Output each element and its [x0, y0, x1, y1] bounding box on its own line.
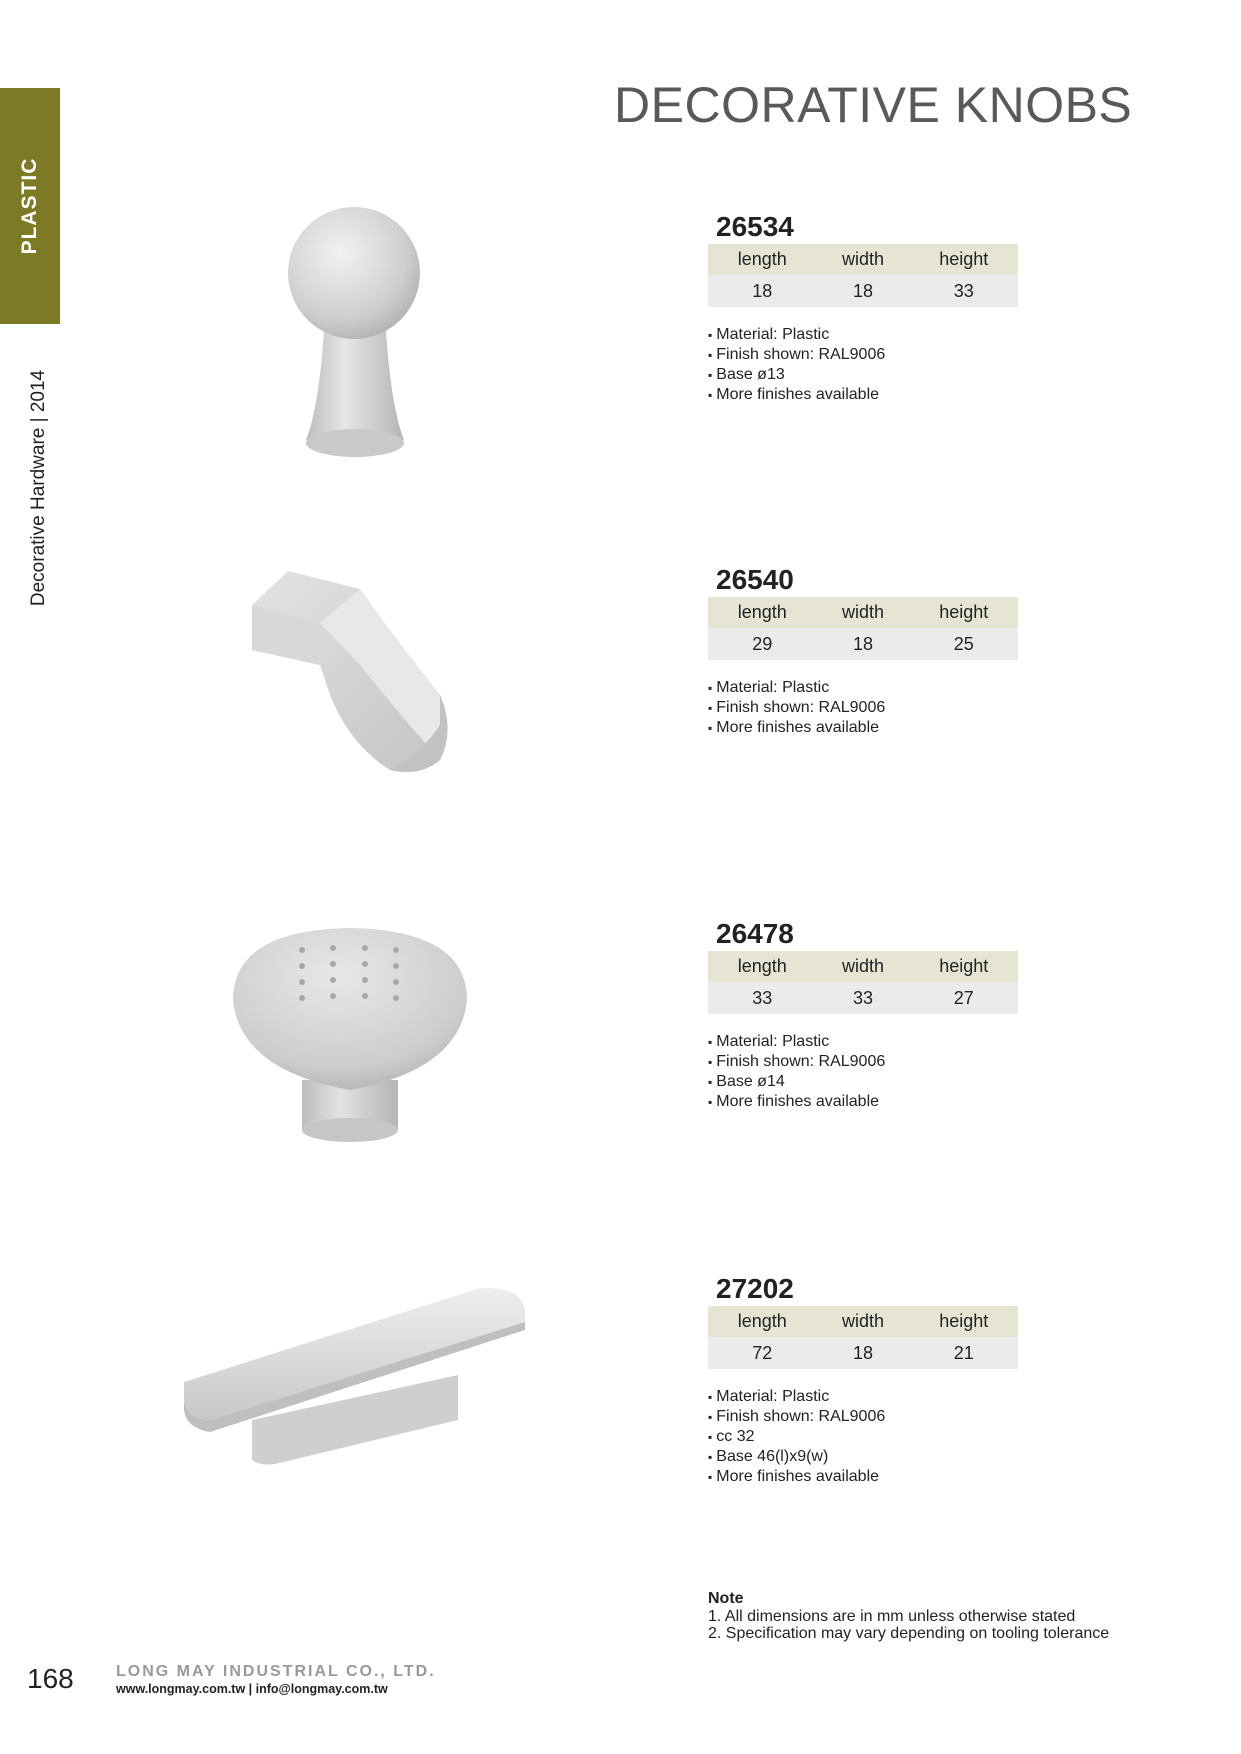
note-line: 1. All dimensions are in mm unless otherwise stated — [708, 1607, 1076, 1625]
header-length: length — [708, 951, 817, 982]
header-width: width — [817, 244, 910, 275]
header-length: length — [708, 1306, 817, 1337]
spec-item: ▪ Base ø14 — [708, 1072, 1028, 1092]
product-code: 26540 — [716, 564, 794, 595]
value-length: 29 — [708, 628, 817, 660]
product-code: 26478 — [716, 918, 794, 949]
product-code: 27202 — [716, 1273, 794, 1304]
product-27202 — [708, 1272, 1028, 1487]
spec-item: ▪ Material: Plastic — [708, 678, 1028, 698]
value-length: 33 — [708, 982, 817, 1014]
header-height: height — [909, 1306, 1018, 1337]
product-26534 — [708, 210, 1028, 405]
value-width: 18 — [817, 628, 910, 660]
value-length: 18 — [708, 275, 817, 307]
header-width: width — [817, 1306, 910, 1337]
spec-item: ▪ Material: Plastic — [708, 1387, 1028, 1407]
note-title: Note — [708, 1590, 744, 1607]
header-length: length — [708, 244, 817, 275]
spec-list — [708, 325, 1028, 405]
product-26478 — [708, 917, 1028, 1112]
dimension-table — [708, 1306, 1018, 1369]
value-width: 18 — [817, 275, 910, 307]
header-width: width — [817, 951, 910, 982]
header-length: length — [708, 597, 817, 628]
spec-item: ▪ Base ø13 — [708, 365, 1028, 385]
header-height: height — [909, 951, 1018, 982]
spec-list — [708, 1387, 1028, 1487]
value-height: 27 — [909, 982, 1018, 1014]
note-line: 2. Specification may vary depending on tooling tolerance — [708, 1625, 1110, 1642]
dimension-table — [708, 951, 1018, 1014]
category-label: PLASTIC — [18, 157, 41, 255]
spec-item: ▪ Finish shown: RAL9006 — [708, 1052, 1028, 1072]
spec-list — [708, 678, 1028, 738]
spec-item: ▪ More finishes available — [708, 385, 1028, 405]
spec-item: ▪ More finishes available — [708, 1092, 1028, 1112]
dimension-table — [708, 244, 1018, 307]
knob-26478-image — [230, 920, 470, 1150]
knob-26534-image — [270, 205, 440, 465]
contact-info: www.longmay.com.tw | info@longmay.com.tw — [116, 1682, 388, 1696]
value-length: 72 — [708, 1337, 817, 1369]
value-height: 21 — [909, 1337, 1018, 1369]
header-height: height — [909, 244, 1018, 275]
spec-item: ▪ More finishes available — [708, 1467, 1028, 1487]
value-width: 18 — [817, 1337, 910, 1369]
page-title: DECORATIVE KNOBS — [614, 77, 1133, 133]
spec-list — [708, 1032, 1028, 1112]
product-26540 — [708, 563, 1028, 738]
value-width: 33 — [817, 982, 910, 1014]
note-section — [708, 1590, 1109, 1643]
knob-26540-image — [250, 565, 460, 780]
company-name: LONG MAY INDUSTRIAL CO., LTD. — [116, 1663, 436, 1680]
dimension-table — [708, 597, 1018, 660]
value-height: 25 — [909, 628, 1018, 660]
spec-item: ▪ Finish shown: RAL9006 — [708, 698, 1028, 718]
spec-item: ▪ Base 46(l)x9(w) — [708, 1447, 1028, 1467]
header-width: width — [817, 597, 910, 628]
spec-item: ▪ Finish shown: RAL9006 — [708, 1407, 1028, 1427]
spec-item: ▪ Material: Plastic — [708, 325, 1028, 345]
spec-item: ▪ Material: Plastic — [708, 1032, 1028, 1052]
header-height: height — [909, 597, 1018, 628]
value-height: 33 — [909, 275, 1018, 307]
knob-27202-image — [180, 1270, 530, 1480]
spec-item: ▪ cc 32 — [708, 1427, 1028, 1447]
spec-item: ▪ More finishes available — [708, 718, 1028, 738]
page-number: 168 — [27, 1663, 74, 1694]
product-code: 26534 — [716, 211, 794, 242]
spec-item: ▪ Finish shown: RAL9006 — [708, 345, 1028, 365]
catalog-label: Decorative Hardware | 2014 — [28, 369, 49, 607]
